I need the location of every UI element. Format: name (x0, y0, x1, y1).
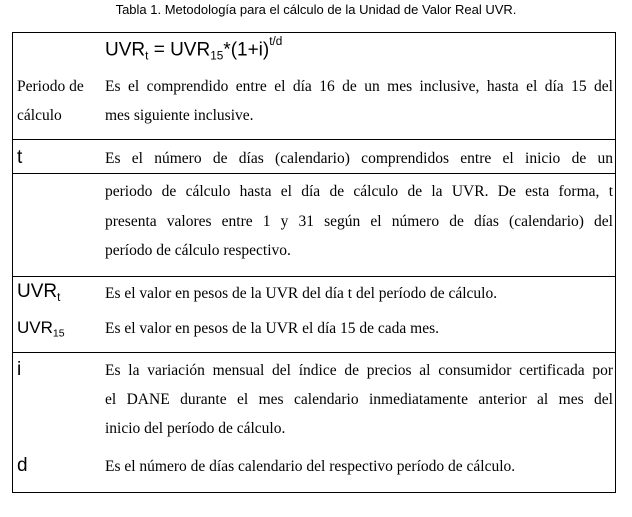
row-divider (13, 352, 615, 353)
formula-lhs: UVR (105, 39, 146, 61)
term-t: t (17, 147, 23, 168)
formula-rest: *(1+i) (223, 39, 270, 61)
row-divider (13, 276, 615, 277)
formula-equals: = (153, 39, 165, 61)
def-t-line1: Es el número de días (calendario) comprendidos entre el inicio de un (105, 150, 613, 167)
term-uvr-15: $UVR_{15}$ (17, 318, 65, 340)
term-i: i (17, 359, 22, 380)
row-divider (13, 173, 615, 174)
uvr-formula (105, 35, 282, 63)
formula-rhs-sub: 15 (210, 49, 224, 63)
term-d: d (17, 455, 28, 476)
def-t-line3: presenta valores entre 1 y 31 según el número de días (calendario) del (105, 213, 613, 230)
def-t-line4: período de cálculo respectivo. (105, 242, 291, 259)
term-periodo-2: cálculo (17, 107, 62, 124)
def-uvr-t: Es el valor en pesos de la UVR del día t del período de cálculo. (105, 285, 498, 302)
formula-lhs-sub: t (145, 49, 149, 63)
formula-rhs: UVR (170, 39, 211, 61)
def-uvr-15: Es el valor en pesos de la UVR el día 15 de cada mes. (105, 320, 440, 337)
term-uvr-t: $UVR_t$ (17, 281, 61, 305)
table-caption: Tabla 1. Metodología para el cálculo de la Unidad de Valor Real UVR. (115, 2, 517, 17)
methodology-table (12, 32, 616, 493)
row-divider (13, 139, 615, 140)
def-periodo-line1: Es el comprendido entre el día 16 de un mes inclusive, hasta el día 15 del (105, 78, 613, 95)
def-d: Es el número de días calendario del respectivo período de cálculo. (105, 458, 516, 475)
def-t-line2: periodo de cálculo hasta el día de cálculo de la UVR. De esta forma, t (105, 183, 613, 200)
def-i-line1: Es la variación mensual del índice de precios al consumidor certificada por (105, 362, 613, 379)
term-periodo: Periodo de (17, 78, 84, 95)
def-i-line3: inicio del período de cálculo. (105, 420, 286, 437)
def-i-line2: el DANE durante el mes calendario inmediatamente anterior al mes del (105, 391, 613, 408)
def-periodo-line2: mes siguiente inclusive. (105, 107, 254, 124)
formula-exponent: t/d (269, 35, 283, 48)
